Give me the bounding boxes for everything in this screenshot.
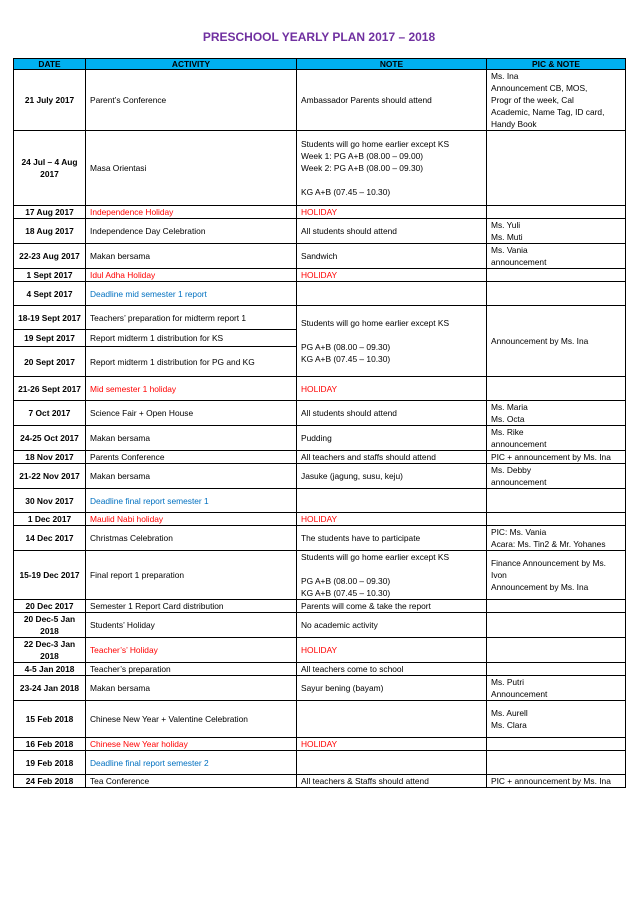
date-cell: 1 Sept 2017 xyxy=(14,269,86,282)
cell-line: Ms. Ina xyxy=(491,71,519,81)
cell-line: announcement xyxy=(491,257,547,267)
table-row xyxy=(14,676,626,701)
activity-cell: Report midterm 1 distribution for KS xyxy=(86,330,297,347)
date-cell: 24 Feb 2018 xyxy=(14,775,86,788)
pic-cell xyxy=(487,613,626,638)
note-cell: Jasuke (jagung, susu, keju) xyxy=(297,464,487,489)
activity-cell: Christmas Celebration xyxy=(86,526,297,551)
pic-cell xyxy=(487,401,626,426)
header-date: DATE xyxy=(14,59,86,70)
activity-cell: Makan bersama xyxy=(86,244,297,269)
cell-line: PIC + announcement by Ms. Ina xyxy=(491,776,611,786)
pic-cell xyxy=(487,70,626,131)
cell-line: Students will go home earlier except KS xyxy=(301,139,450,149)
table-row xyxy=(14,751,626,775)
pic-cell xyxy=(487,282,626,306)
activity-cell: Report midterm 1 distribution for PG and KG xyxy=(86,347,297,377)
table-body xyxy=(14,70,626,788)
activity-cell: Students’ Holiday xyxy=(86,613,297,638)
table-row xyxy=(14,489,626,513)
pic-cell xyxy=(487,489,626,513)
table-row xyxy=(14,70,626,131)
table-row xyxy=(14,663,626,676)
activity-cell: Independence Holiday xyxy=(86,206,297,219)
note-cell: Parents will come & take the report xyxy=(297,600,487,613)
cell-line xyxy=(301,174,482,186)
cell-line: Ms. Debby xyxy=(491,465,532,475)
activity-cell: Teacher’s’ Holiday xyxy=(86,638,297,663)
pic-cell xyxy=(487,676,626,701)
table-row xyxy=(14,426,626,451)
activity-cell: Deadline final report semester 2 xyxy=(86,751,297,775)
date-cell: 15-19 Dec 2017 xyxy=(14,551,86,600)
activity-cell: Deadline final report semester 1 xyxy=(86,489,297,513)
cell-line: Announcement by Ms. Ina xyxy=(491,582,589,592)
activity-cell: Parent’s Conference xyxy=(86,70,297,131)
note-cell: HOLIDAY xyxy=(297,206,487,219)
cell-line: Announcement by Ms. Ina xyxy=(491,336,589,346)
table-row xyxy=(14,551,626,600)
cell-line: Ms. Vania xyxy=(491,245,528,255)
pic-cell xyxy=(487,269,626,282)
date-cell: 23-24 Jan 2018 xyxy=(14,676,86,701)
note-cell xyxy=(297,751,487,775)
activity-cell: Idul Adha Holiday xyxy=(86,269,297,282)
note-cell: Sandwich xyxy=(297,244,487,269)
cell-line: Ms. Maria xyxy=(491,402,528,412)
cell-line xyxy=(301,329,482,341)
pic-cell xyxy=(487,663,626,676)
note-cell: All students should attend xyxy=(297,401,487,426)
note-cell xyxy=(297,701,487,738)
table-row xyxy=(14,306,626,330)
note-cell: All teachers come to school xyxy=(297,663,487,676)
note-cell xyxy=(297,131,487,206)
note-cell: HOLIDAY xyxy=(297,269,487,282)
date-cell: 18 Nov 2017 xyxy=(14,451,86,464)
activity-cell: Parents Conference xyxy=(86,451,297,464)
date-cell: 19 Feb 2018 xyxy=(14,751,86,775)
note-cell xyxy=(297,489,487,513)
note-cell: All students should attend xyxy=(297,219,487,244)
pic-cell xyxy=(487,131,626,206)
date-cell: 21-26 Sept 2017 xyxy=(14,377,86,401)
activity-cell: Independence Day Celebration xyxy=(86,219,297,244)
pic-cell xyxy=(487,600,626,613)
activity-cell: Mid semester 1 holiday xyxy=(86,377,297,401)
note-cell: Pudding xyxy=(297,426,487,451)
activity-cell: Final report 1 preparation xyxy=(86,551,297,600)
table-row xyxy=(14,282,626,306)
cell-line xyxy=(301,563,482,575)
date-cell: 4 Sept 2017 xyxy=(14,282,86,306)
pic-cell xyxy=(487,377,626,401)
note-cell: HOLIDAY xyxy=(297,377,487,401)
cell-line: Ms. Yuli xyxy=(491,220,521,230)
table-row xyxy=(14,131,626,206)
table-row xyxy=(14,269,626,282)
pic-cell xyxy=(487,775,626,788)
date-cell: 30 Nov 2017 xyxy=(14,489,86,513)
cell-line: PIC: Ms. Vania xyxy=(491,527,547,537)
pic-cell xyxy=(487,751,626,775)
cell-line: PG A+B (08.00 – 09.30) xyxy=(301,342,391,352)
note-cell: All teachers and staffs should attend xyxy=(297,451,487,464)
cell-line: Ms. Putri xyxy=(491,677,525,687)
date-cell: 20 Sept 2017 xyxy=(14,347,86,377)
table-row xyxy=(14,219,626,244)
note-cell: Ambassador Parents should attend xyxy=(297,70,487,131)
table-row xyxy=(14,206,626,219)
header-note: NOTE xyxy=(297,59,487,70)
cell-line: Progr of the week, Cal xyxy=(491,95,574,105)
cell-line: Week 2: PG A+B (08.00 – 09.30) xyxy=(301,163,424,173)
activity-cell: Tea Conference xyxy=(86,775,297,788)
date-cell: 16 Feb 2018 xyxy=(14,738,86,751)
pic-cell xyxy=(487,426,626,451)
date-cell: 4-5 Jan 2018 xyxy=(14,663,86,676)
cell-line: Ms. Muti xyxy=(491,232,523,242)
note-cell: The students have to participate xyxy=(297,526,487,551)
cell-line: Finance Announcement by Ms. xyxy=(491,558,606,568)
table-row xyxy=(14,613,626,638)
table-row xyxy=(14,377,626,401)
pic-cell xyxy=(487,206,626,219)
date-cell: 22-23 Aug 2017 xyxy=(14,244,86,269)
table-row xyxy=(14,244,626,269)
header-activity: ACTIVITY xyxy=(86,59,297,70)
note-cell xyxy=(297,306,487,377)
note-cell: No academic activity xyxy=(297,613,487,638)
date-cell: 15 Feb 2018 xyxy=(14,701,86,738)
date-cell: 24 Jul – 4 Aug 2017 xyxy=(14,131,86,206)
activity-cell: Masa Orientasi xyxy=(86,131,297,206)
date-cell: 18 Aug 2017 xyxy=(14,219,86,244)
table-row xyxy=(14,638,626,663)
header-pic: PIC & NOTE xyxy=(487,59,626,70)
table-row xyxy=(14,401,626,426)
date-cell: 21-22 Nov 2017 xyxy=(14,464,86,489)
table-row xyxy=(14,738,626,751)
pic-cell xyxy=(487,244,626,269)
table-row xyxy=(14,513,626,526)
pic-cell xyxy=(487,464,626,489)
pic-cell xyxy=(487,513,626,526)
table-row xyxy=(14,464,626,489)
pic-cell xyxy=(487,738,626,751)
date-cell: 7 Oct 2017 xyxy=(14,401,86,426)
note-cell xyxy=(297,551,487,600)
pic-cell xyxy=(487,638,626,663)
table-row xyxy=(14,600,626,613)
pic-cell xyxy=(487,219,626,244)
table-header-row xyxy=(14,59,626,70)
pic-cell xyxy=(487,526,626,551)
cell-line: Week 1: PG A+B (08.00 – 09.00) xyxy=(301,151,424,161)
date-cell: 21 July 2017 xyxy=(14,70,86,131)
cell-line: PG A+B (08.00 – 09.30) xyxy=(301,576,391,586)
table-row xyxy=(14,701,626,738)
cell-line: announcement xyxy=(491,439,547,449)
table-row xyxy=(14,451,626,464)
date-cell: 18-19 Sept 2017 xyxy=(14,306,86,330)
cell-line: KG A+B (07.45 – 10.30) xyxy=(301,354,391,364)
pic-cell xyxy=(487,451,626,464)
date-cell: 17 Aug 2017 xyxy=(14,206,86,219)
cell-line: Ms. Octa xyxy=(491,414,525,424)
activity-cell: Makan bersama xyxy=(86,676,297,701)
activity-cell: Science Fair + Open House xyxy=(86,401,297,426)
cell-line: Announcement CB, MOS, xyxy=(491,83,588,93)
cell-line: Handy Book xyxy=(491,119,537,129)
pic-cell xyxy=(487,551,626,600)
page-title: PRESCHOOL YEARLY PLAN 2017 – 2018 xyxy=(202,30,436,44)
activity-cell: Makan bersama xyxy=(86,464,297,489)
cell-line: KG A+B (07.45 – 10.30) xyxy=(301,588,391,598)
pic-cell xyxy=(487,701,626,738)
date-cell: 19 Sept 2017 xyxy=(14,330,86,347)
table-row xyxy=(14,775,626,788)
activity-cell: Teacher’s preparation xyxy=(86,663,297,676)
date-cell: 20 Dec 2017 xyxy=(14,600,86,613)
cell-line: Ivon xyxy=(491,570,507,580)
cell-line: PIC + announcement by Ms. Ina xyxy=(491,452,611,462)
cell-line: Students will go home earlier except KS xyxy=(301,318,450,328)
cell-line: KG A+B (07.45 – 10.30) xyxy=(301,187,391,197)
activity-cell: Chinese New Year + Valentine Celebration xyxy=(86,701,297,738)
yearly-plan-table xyxy=(13,58,626,788)
cell-line: announcement xyxy=(491,477,547,487)
pic-cell xyxy=(487,306,626,377)
date-cell: 24-25 Oct 2017 xyxy=(14,426,86,451)
activity-cell: Semester 1 Report Card distribution xyxy=(86,600,297,613)
date-cell: 1 Dec 2017 xyxy=(14,513,86,526)
activity-cell: Deadline mid semester 1 report xyxy=(86,282,297,306)
activity-cell: Makan bersama xyxy=(86,426,297,451)
note-cell xyxy=(297,282,487,306)
note-cell: HOLIDAY xyxy=(297,513,487,526)
date-cell: 22 Dec-3 Jan 2018 xyxy=(14,638,86,663)
note-cell: Sayur bening (bayam) xyxy=(297,676,487,701)
table-row xyxy=(14,526,626,551)
cell-line: Students will go home earlier except KS xyxy=(301,552,450,562)
note-cell: HOLIDAY xyxy=(297,738,487,751)
cell-line: Academic, Name Tag, ID card, xyxy=(491,107,605,117)
activity-cell: Teachers’ preparation for midterm report 1 xyxy=(86,306,297,330)
cell-line: Ms. Clara xyxy=(491,720,527,730)
note-cell: HOLIDAY xyxy=(297,638,487,663)
cell-line: Ms. Aurell xyxy=(491,708,528,718)
date-cell: 14 Dec 2017 xyxy=(14,526,86,551)
note-cell: All teachers & Staffs should attend xyxy=(297,775,487,788)
activity-cell: Maulid Nabi holiday xyxy=(86,513,297,526)
activity-cell: Chinese New Year holiday xyxy=(86,738,297,751)
date-cell: 20 Dec-5 Jan 2018 xyxy=(14,613,86,638)
cell-line: Announcement xyxy=(491,689,548,699)
cell-line: Ms. Rike xyxy=(491,427,524,437)
cell-line: Acara: Ms. Tin2 & Mr. Yohanes xyxy=(491,539,606,549)
